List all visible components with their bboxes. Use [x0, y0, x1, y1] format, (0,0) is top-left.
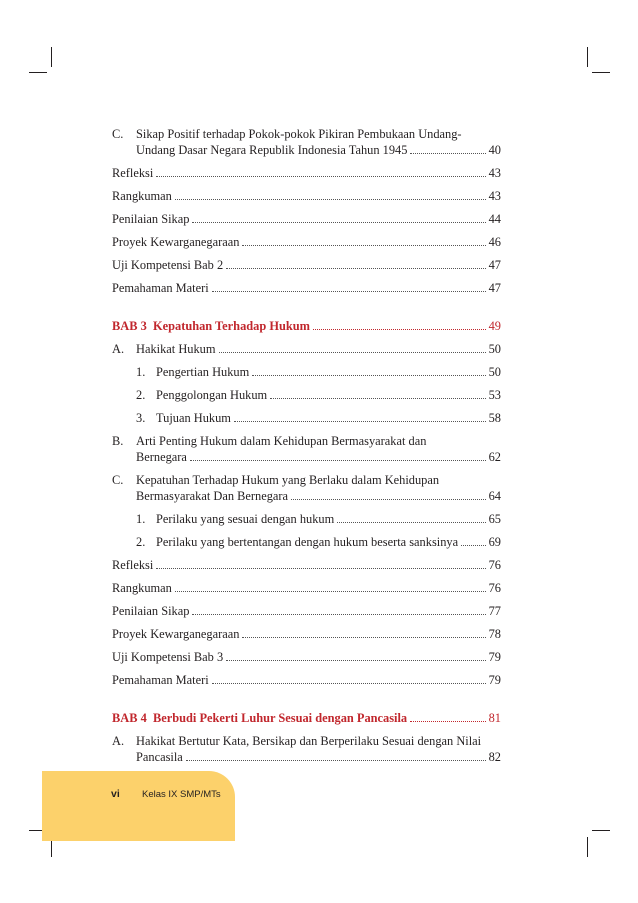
entry-label: 3.	[136, 411, 146, 425]
entry-title: Uji Kompetensi Bab 3	[112, 650, 224, 664]
page-number: 76	[488, 558, 501, 572]
toc-entry[interactable]	[112, 211, 501, 227]
toc-entry[interactable]	[112, 672, 501, 688]
entry-title-line2: Bernegara	[136, 450, 187, 464]
page-number: 64	[488, 489, 501, 503]
toc-entry[interactable]	[112, 257, 501, 273]
toc-entry[interactable]	[112, 280, 501, 296]
entry-title: Pengertian Hukum	[156, 365, 250, 379]
dot-leader	[270, 397, 485, 399]
chapter-heading-bab3[interactable]	[112, 318, 501, 334]
entry-label: 1.	[136, 365, 146, 379]
chapter-heading-bab4[interactable]	[112, 710, 501, 726]
crop-mark	[29, 72, 47, 73]
entry-label: 2.	[136, 535, 146, 549]
entry-title: Pemahaman Materi	[112, 281, 209, 295]
toc-entry[interactable]	[112, 387, 501, 403]
toc-entry[interactable]	[112, 433, 501, 465]
entry-label: A.	[112, 342, 125, 356]
dot-leader	[190, 459, 486, 461]
toc-entry[interactable]	[112, 733, 501, 765]
entry-title: Proyek Kewarganegaraan	[112, 235, 240, 249]
toc-entry[interactable]	[112, 341, 501, 357]
dot-leader	[410, 152, 485, 154]
dot-leader	[226, 267, 485, 269]
page-number: 47	[488, 258, 501, 272]
dot-leader	[226, 659, 485, 661]
entry-title: Uji Kompetensi Bab 2	[112, 258, 224, 272]
dot-leader	[156, 567, 485, 569]
page-number: 50	[488, 342, 501, 356]
entry-label: A.	[112, 734, 125, 748]
page-number: 53	[488, 388, 501, 402]
page-number: 40	[488, 143, 501, 157]
dot-leader	[212, 682, 486, 684]
crop-mark	[587, 837, 588, 857]
toc-entry[interactable]	[112, 126, 501, 158]
entry-label: C.	[112, 473, 124, 487]
toc-entry[interactable]	[112, 364, 501, 380]
table-of-contents	[112, 126, 501, 772]
entry-title: Perilaku yang bertentangan dengan hukum beserta sanksinya	[156, 535, 459, 549]
toc-entry[interactable]	[112, 649, 501, 665]
entry-title: Tujuan Hukum	[156, 411, 231, 425]
page-number: 69	[488, 535, 501, 549]
entry-label: B.	[112, 434, 124, 448]
page-number: 77	[488, 604, 501, 618]
entry-title-line2: Bermasyarakat Dan Bernegara	[136, 489, 289, 503]
book-title: Kelas IX SMP/MTs	[142, 789, 221, 800]
dot-leader	[212, 290, 486, 292]
entry-title-line1: Hakikat Bertutur Kata, Bersikap dan Berperilaku Sesuai dengan Nilai	[136, 734, 482, 748]
crop-mark	[592, 72, 610, 73]
entry-title-line1: Kepatuhan Terhadap Hukum yang Berlaku dalam Kehidupan	[136, 473, 440, 487]
dot-leader	[175, 198, 486, 200]
dot-leader	[242, 636, 485, 638]
toc-entry[interactable]	[112, 534, 501, 550]
entry-title-line2: Pancasila	[136, 750, 183, 764]
entry-title: Proyek Kewarganegaraan	[112, 627, 240, 641]
dot-leader	[234, 420, 486, 422]
entry-title-line2: Undang Dasar Negara Republik Indonesia Tahun 1945	[136, 143, 408, 157]
entry-title: Perilaku yang sesuai dengan hukum	[156, 512, 335, 526]
entry-title: Penggolongan Hukum	[156, 388, 268, 402]
toc-entry[interactable]	[112, 410, 501, 426]
dot-leader	[219, 351, 486, 353]
crop-mark	[51, 47, 52, 67]
crop-mark	[587, 47, 588, 67]
dot-leader	[192, 221, 485, 223]
entry-title-line1: Sikap Positif terhadap Pokok-pokok Pikiran Pembukaan Undang-	[136, 127, 462, 141]
entry-label: C.	[112, 127, 124, 141]
chapter-title: BAB 4 Berbudi Pekerti Luhur Sesuai dengan Pancasila	[112, 711, 408, 725]
page-number: 49	[488, 319, 501, 333]
chapter-title: BAB 3 Kepatuhan Terhadap Hukum	[112, 319, 310, 333]
dot-leader	[461, 544, 486, 546]
crop-mark	[592, 830, 610, 831]
entry-label: 2.	[136, 388, 146, 402]
entry-title: Rangkuman	[112, 189, 172, 203]
toc-entry[interactable]	[112, 165, 501, 181]
toc-entry[interactable]	[112, 472, 501, 504]
dot-leader	[186, 759, 486, 761]
page-number-footer: vi	[111, 788, 120, 800]
toc-entry[interactable]	[112, 603, 501, 619]
dot-leader	[313, 328, 486, 330]
page-number: 62	[488, 450, 501, 464]
toc-entry[interactable]	[112, 557, 501, 573]
page-number: 50	[488, 365, 501, 379]
page-number: 47	[488, 281, 501, 295]
dot-leader	[252, 374, 485, 376]
entry-title: Refleksi	[112, 166, 154, 180]
page-number: 43	[488, 166, 501, 180]
dot-leader	[175, 590, 486, 592]
entry-title-line1: Arti Penting Hukum dalam Kehidupan Bermasyarakat dan	[136, 434, 427, 448]
toc-entry[interactable]	[112, 580, 501, 596]
dot-leader	[291, 498, 486, 500]
page-number: 46	[488, 235, 501, 249]
dot-leader	[337, 521, 485, 523]
page-number: 78	[488, 627, 501, 641]
toc-entry[interactable]	[112, 188, 501, 204]
page-number: 44	[488, 212, 501, 226]
footer-tab	[42, 771, 235, 841]
dot-leader	[156, 175, 485, 177]
entry-title: Penilaian Sikap	[112, 212, 190, 226]
entry-title: Penilaian Sikap	[112, 604, 190, 618]
entry-title: Rangkuman	[112, 581, 172, 595]
page-number: 65	[488, 512, 501, 526]
toc-entry[interactable]	[112, 511, 501, 527]
toc-entry[interactable]	[112, 234, 501, 250]
page-number: 79	[488, 673, 501, 687]
page-number: 58	[488, 411, 501, 425]
dot-leader	[242, 244, 485, 246]
toc-entry[interactable]	[112, 626, 501, 642]
page-number: 76	[488, 581, 501, 595]
page-number: 81	[488, 711, 501, 725]
entry-title: Pemahaman Materi	[112, 673, 209, 687]
page-number: 43	[488, 189, 501, 203]
entry-label: 1.	[136, 512, 146, 526]
entry-title: Refleksi	[112, 558, 154, 572]
dot-leader	[192, 613, 485, 615]
dot-leader	[410, 720, 485, 722]
page-number: 82	[488, 750, 501, 764]
page-number: 79	[488, 650, 501, 664]
entry-title: Hakikat Hukum	[136, 342, 216, 356]
